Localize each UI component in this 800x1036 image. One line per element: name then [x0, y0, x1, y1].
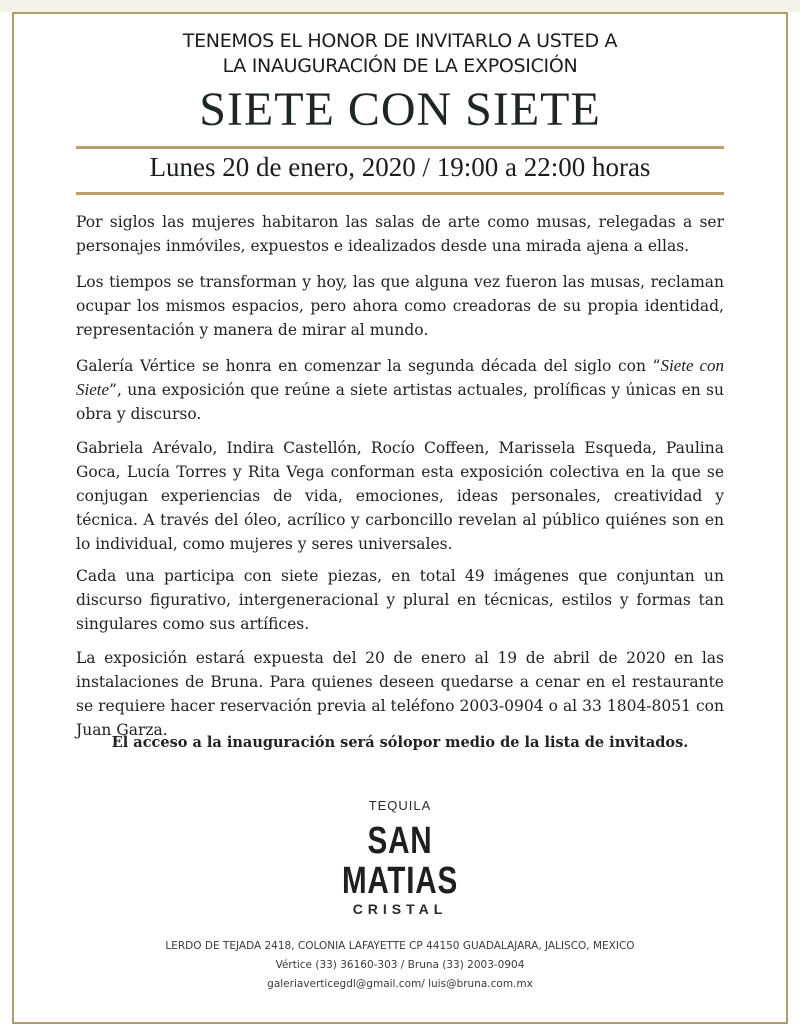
paragraph-3-italic-title: Siete con Siete: [76, 356, 724, 399]
paragraph-3-start: Galería Vértice se honra en comenzar la segunda década del siglo con “: [76, 357, 661, 375]
paragraph-1: Por siglos las mujeres habitaron las salas de arte como musas, relegadas a ser personajes inmóviles, expuestos e idealizados desde una mirada ajena a ellas.: [76, 213, 724, 255]
invitation-line-1: TENEMOS EL HONOR DE INVITARLO A USTED A: [182, 30, 618, 52]
divider-top: [76, 146, 724, 149]
exhibition-title: SIETE CON SIETE: [199, 83, 601, 136]
logo-cristal-text: CRISTAL: [352, 901, 448, 917]
footer-emails: galeriaverticegdl@gmail.com/ luis@bruna.com.mx: [267, 978, 533, 990]
paragraph-5: Cada una participa con siete piezas, en total 49 imágenes que conjuntan un discurso figurativo, intergeneracional y plural en técnicas, estilos y formas tan singulares como sus artífices.: [76, 567, 724, 633]
paragraph-2: Los tiempos se transforman y hoy, las que alguna vez fueron las musas, reclaman ocupar los mismos espacios, pero ahora como creadoras de su propia identidad, representación y manera de mirar al mundo.: [76, 273, 724, 339]
paragraph-3: [76, 354, 724, 426]
top-band: [0, 0, 800, 12]
invitation-line-2: LA INAUGURACIÓN DE LA EXPOSICIÓN: [222, 55, 578, 77]
paragraph-6: La exposición estará expuesta del 20 de enero al 19 de abril de 2020 en las instalaciones de Bruna. Para quienes deseen quedarse a cenar en el restaurante se requiere hacer reservación previa al teléfono 2003-0904 o al 33 1804-8051 con Juan Garza.: [76, 649, 724, 739]
footer-address: LERDO DE TEJADA 2418, COLONIA LAFAYETTE CP 44150 GUADALAJARA, JALISCO, MEXICO: [165, 940, 635, 952]
event-date: Lunes 20 de enero, 2020 / 19:00 a 22:00 horas: [149, 152, 651, 182]
paragraph-3-end: ”, una exposición que reúne a siete artistas actuales, prolíficas y únicas en su obra y discurso.: [76, 381, 724, 423]
logo-tequila-text: TEQUILA: [368, 798, 432, 813]
access-notice: El acceso a la inauguración será sólopor medio de la lista de invitados.: [111, 734, 689, 751]
logo-name-text: SAN MATIAS: [341, 820, 459, 902]
divider-bottom: [76, 192, 724, 195]
tequila-logo: [310, 798, 490, 917]
footer-phones: Vértice (33) 36160-303 / Bruna (33) 2003-0904: [275, 959, 525, 971]
paragraph-4: Gabriela Arévalo, Indira Castellón, Rocío Coffeen, Marissela Esqueda, Paulina Goca, Lucía Torres y Rita Vega conforman esta exposición colectiva en la que se conjugan experiencias de vida, emociones, ideas personales, creatividad y técnica. A través del óleo, acrílico y carboncillo revelan al público quiénes son en lo individual, como mujeres y seres universales.: [76, 439, 724, 553]
